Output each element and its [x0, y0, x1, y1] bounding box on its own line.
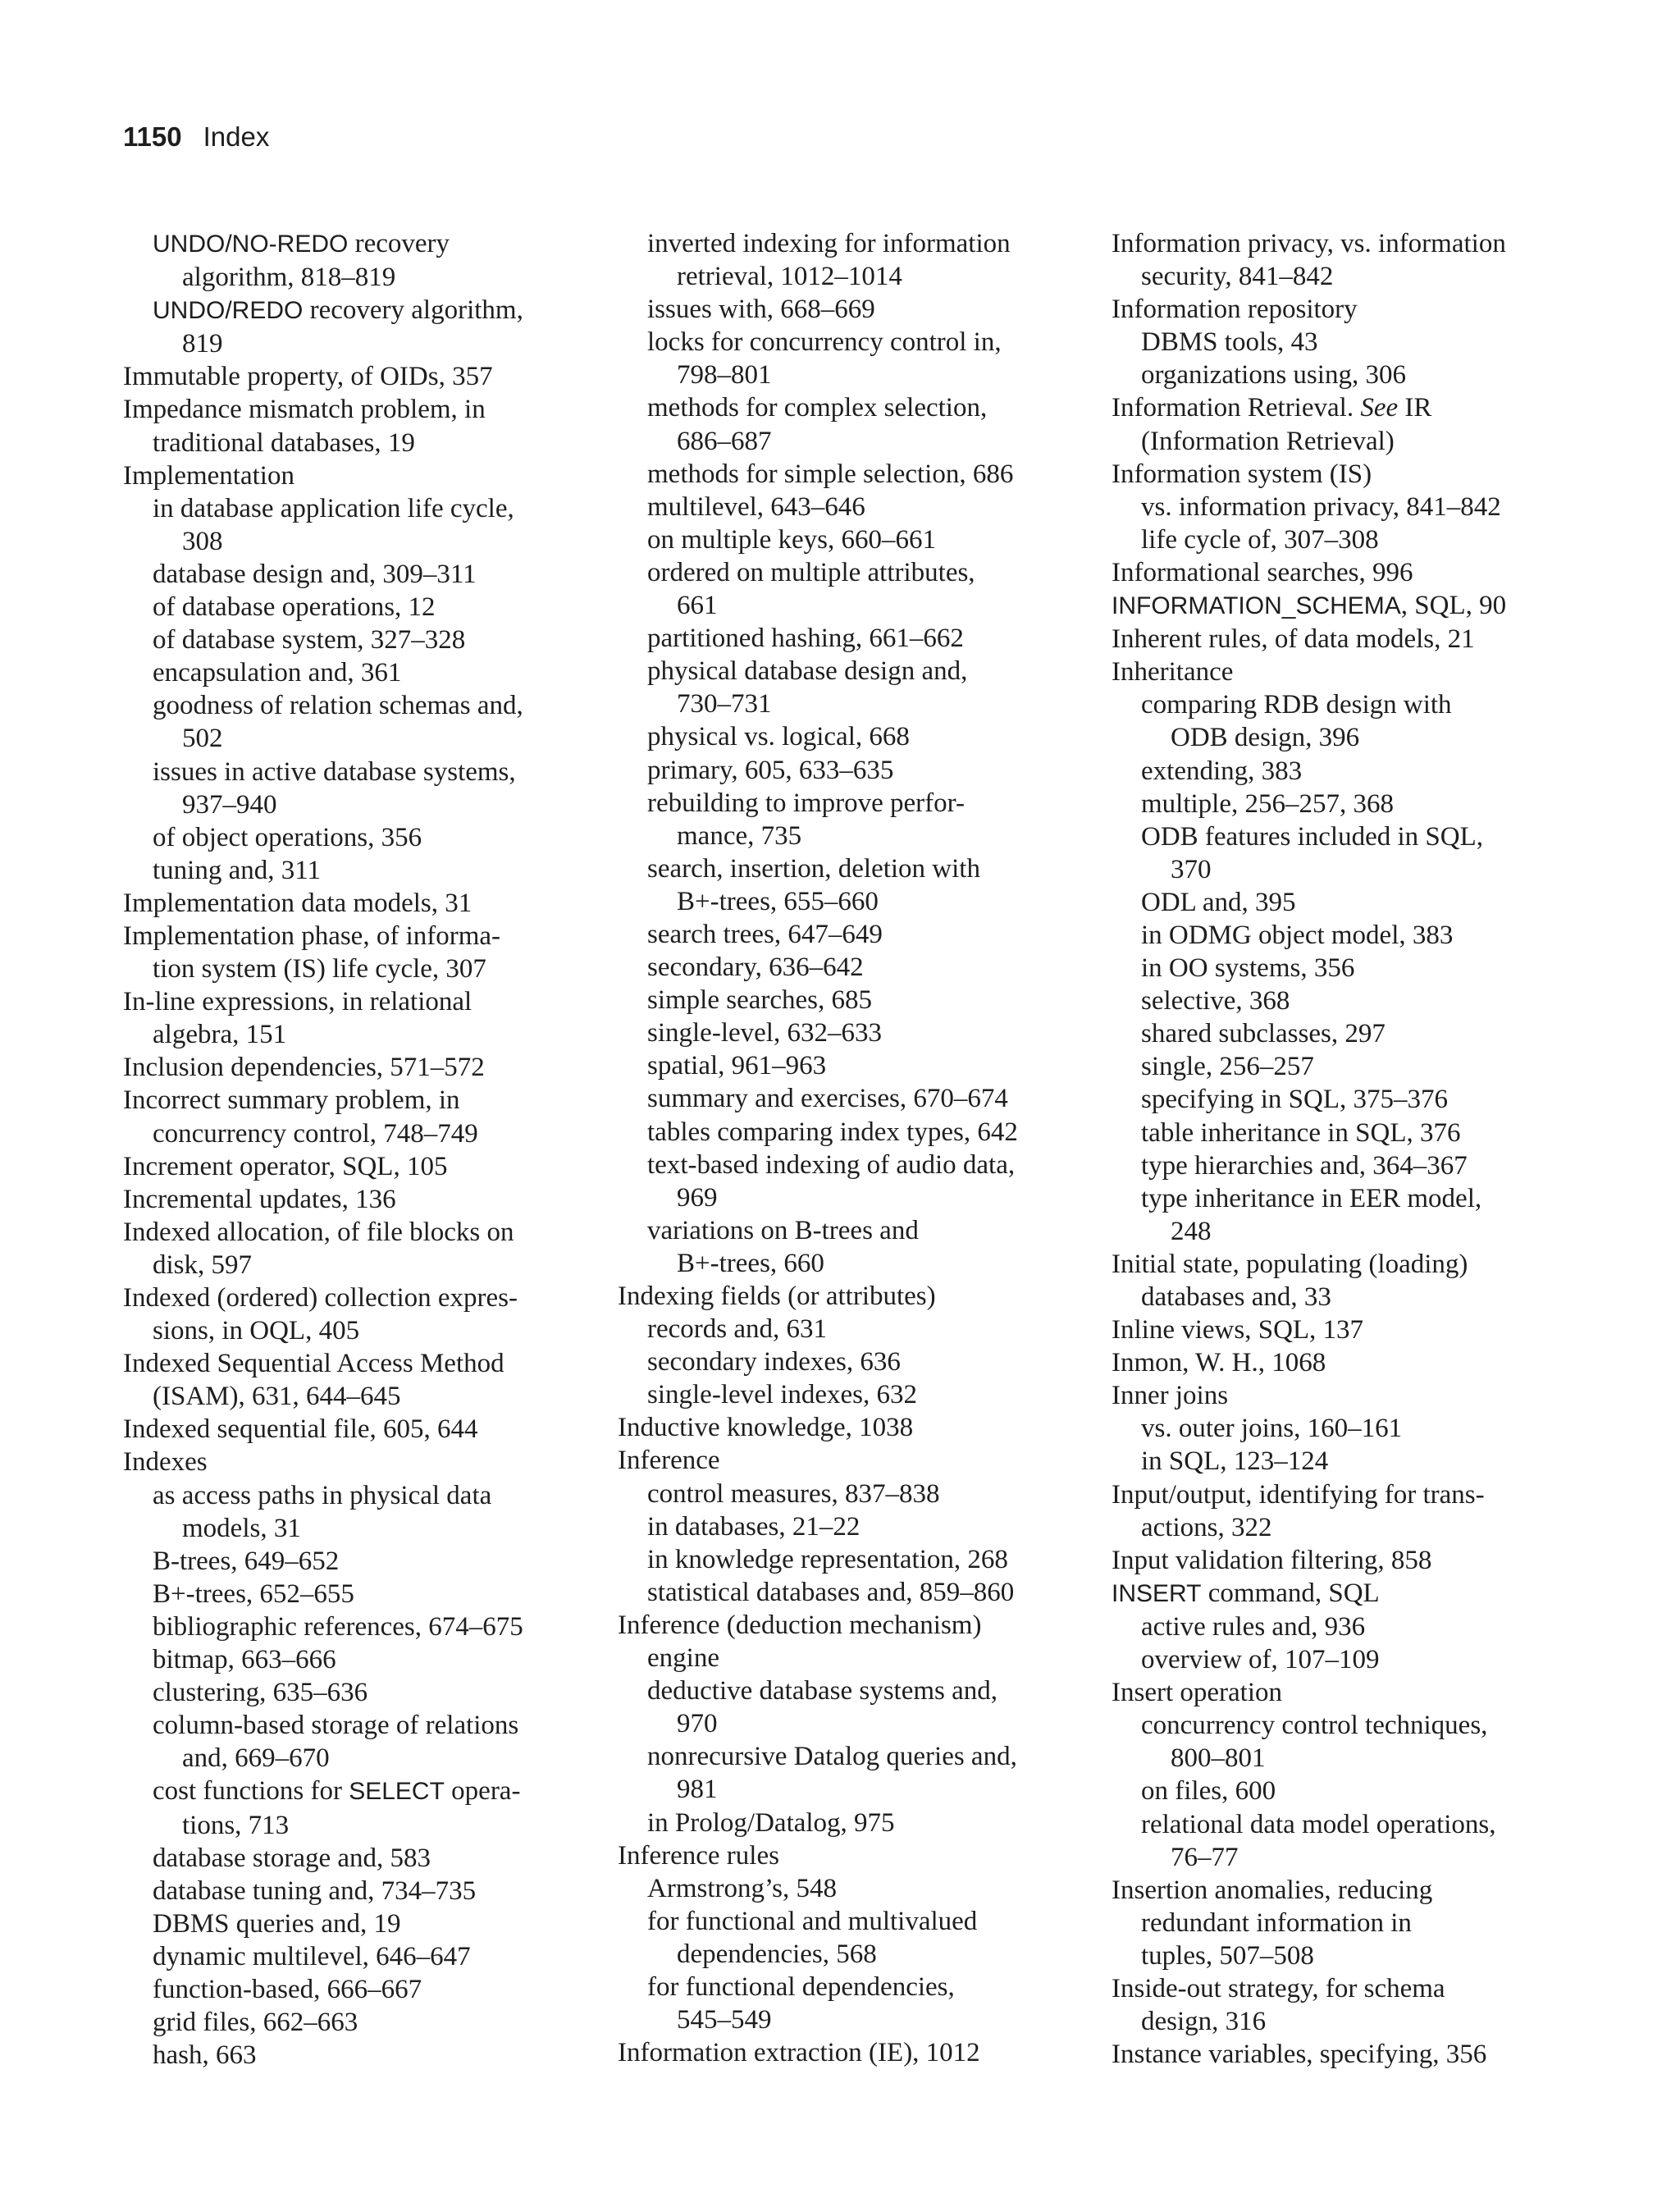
index-entry: Implementation data models, 31 [123, 888, 472, 918]
index-entry: Information privacy, vs. information security, 841–842 [1112, 229, 1506, 292]
index-subentry: rebuilding to improve perfor- mance, 735 [647, 788, 965, 851]
index-subentry: for functional dependencies, 545–549 [647, 1971, 955, 2035]
index-entry: Information system (IS) [1112, 459, 1372, 489]
index-subentry: organizations using, 306 [1141, 360, 1406, 391]
index-subentry: in Prolog/Datalog, 975 [647, 1807, 895, 1838]
index-entry: INSERT command, SQL [1112, 1578, 1380, 1608]
index-entry: Input validation filtering, 858 [1112, 1545, 1432, 1575]
index-subentry: spatial, 961–963 [647, 1051, 827, 1081]
index-subentry: search, insertion, deletion with B+-trees, 655–660 [647, 853, 980, 916]
index-entry: Input/output, identifying for trans- actions, 322 [1112, 1479, 1485, 1542]
index-subentry: ordered on multiple attributes, 661 [647, 557, 975, 621]
index-entry: Indexing fields (or attributes) [618, 1281, 936, 1311]
index-subentry: ODB features included in SQL, 370 [1141, 821, 1483, 884]
index-column-1 [123, 227, 632, 2072]
index-subentry: hash, 663 [153, 2040, 257, 2071]
index-entry: Insert operation [1112, 1678, 1283, 1708]
index-subentry: methods for complex selection, 686–687 [647, 393, 988, 456]
index-subentry: Armstrong’s, 548 [647, 1873, 837, 1903]
index-subentry: overview of, 107–109 [1141, 1645, 1380, 1675]
index-subentry: dynamic multilevel, 646–647 [153, 1941, 471, 1971]
index-subentry: search trees, 647–649 [647, 919, 883, 949]
index-subentry: active rules and, 936 [1141, 1611, 1366, 1642]
index-subentry: simple searches, 685 [647, 985, 873, 1016]
index-entry: Indexed sequential file, 605, 644 [123, 1414, 478, 1445]
index-subentry: selective, 368 [1141, 986, 1290, 1016]
index-subentry: physical database design and, 730–731 [647, 656, 968, 720]
index-subentry: clustering, 635–636 [153, 1678, 368, 1708]
index-subentry: on files, 600 [1141, 1776, 1276, 1807]
index-entry: Increment operator, SQL, 105 [123, 1151, 448, 1181]
index-subentry: nonrecursive Datalog queries and, 981 [647, 1742, 1017, 1805]
index-subentry: issues in active database systems, 937–940 [153, 756, 516, 820]
index-entry: Instance variables, specifying, 356 [1112, 2040, 1487, 2070]
index-subentry: tables comparing index types, 642 [647, 1117, 1018, 1147]
index-subentry: records and, 631 [647, 1314, 828, 1345]
index-entry: Inner joins [1112, 1381, 1229, 1411]
index-entry: Inference (deduction mechanism) engine [618, 1610, 982, 1674]
index-subentry: type inheritance in EER model, 248 [1141, 1183, 1482, 1246]
index-entry: Indexed (ordered) collection expres- sions, in OQL, 405 [123, 1283, 518, 1346]
index-subentry: extending, 383 [1141, 756, 1303, 786]
index-entry: Indexed allocation, of file blocks on disk, 597 [123, 1217, 514, 1280]
index-subentry: database tuning and, 734–735 [153, 1875, 477, 1906]
index-entry: Impedance mismatch problem, in traditional databases, 19 [123, 395, 486, 458]
index-entry: Indexed Sequential Access Method (ISAM), 631, 644–645 [123, 1349, 504, 1412]
index-subentry: multilevel, 643–646 [647, 491, 865, 522]
index-subentry: secondary indexes, 636 [647, 1347, 901, 1377]
index-entry: Incremental updates, 136 [123, 1184, 396, 1214]
index-subentry: UNDO/REDO recovery algorithm, 819 [153, 295, 523, 359]
index-subentry: of database operations, 12 [153, 592, 436, 623]
index-subentry: methods for simple selection, 686 [647, 459, 1014, 489]
index-subentry: single-level indexes, 632 [647, 1380, 918, 1410]
index-subentry: issues with, 668–669 [647, 295, 875, 325]
index-subentry: on multiple keys, 660–661 [647, 524, 936, 555]
index-entry: Information extraction (IE), 1012 [618, 2038, 980, 2068]
index-entry: Incorrect summary problem, in concurrency control, 748–749 [123, 1085, 478, 1149]
index-subentry: DBMS queries and, 19 [153, 1908, 401, 1939]
index-subentry: control measures, 837–838 [647, 1478, 940, 1509]
index-subentry: single-level, 632–633 [647, 1018, 882, 1048]
index-subentry: grid files, 662–663 [153, 2008, 358, 2038]
index-entry: Inheritance [1112, 657, 1234, 688]
index-column-3 [1112, 227, 1620, 2071]
index-subentry: text-based indexing of audio data, 969 [647, 1149, 1016, 1213]
index-entry: Immutable property, of OIDs, 357 [123, 362, 493, 392]
index-entry: Informational searches, 996 [1112, 557, 1413, 587]
index-subentry: database storage and, 583 [153, 1843, 431, 1873]
index-entry: Information repository [1112, 295, 1358, 325]
index-subentry: comparing RDB design with ODB design, 396 [1141, 690, 1452, 753]
index-subentry: as access paths in physical data models, 31 [153, 1480, 492, 1543]
index-subentry: function-based, 666–667 [153, 1974, 422, 2004]
index-subentry: shared subclasses, 297 [1141, 1019, 1386, 1049]
index-entry: Inference rules [618, 1840, 779, 1871]
index-subentry: partitioned hashing, 661–662 [647, 624, 964, 654]
index-subentry: cost functions for SELECT opera- tions, 713 [153, 1776, 521, 1840]
index-subentry: in SQL, 123–124 [1141, 1446, 1329, 1477]
index-subentry: goodness of relation schemas and, 502 [153, 691, 523, 754]
index-subentry: ODL and, 395 [1141, 887, 1296, 917]
index-subentry: secondary, 636–642 [647, 953, 864, 983]
index-entry: Initial state, populating (loading) databases and, 33 [1112, 1249, 1468, 1312]
index-subentry: in ODMG object model, 383 [1141, 920, 1454, 950]
index-entry: Inclusion dependencies, 571–572 [123, 1053, 485, 1083]
index-subentry: B-trees, 649–652 [153, 1546, 340, 1576]
index-subentry: variations on B-trees and B+-trees, 660 [647, 1215, 919, 1278]
index-subentry: type hierarchies and, 364–367 [1141, 1150, 1468, 1181]
index-subentry: inverted indexing for information retrieval, 1012–1014 [647, 229, 1011, 292]
index-entry: Information Retrieval. See IR (Information Retrieval) [1112, 393, 1432, 456]
index-entry: Inside-out strategy, for schema design, 316 [1112, 1973, 1445, 2037]
index-subentry: physical vs. logical, 668 [647, 722, 910, 752]
running-head [123, 119, 269, 155]
index-subentry: primary, 605, 633–635 [647, 755, 894, 785]
index-subentry: concurrency control techniques, 800–801 [1141, 1711, 1488, 1774]
index-subentry: database design and, 309–311 [153, 559, 477, 589]
index-entry: In-line expressions, in relational algebra, 151 [123, 987, 472, 1050]
index-subentry: encapsulation and, 361 [153, 658, 402, 688]
index-entry: Inmon, W. H., 1068 [1112, 1348, 1326, 1378]
index-subentry: vs. outer joins, 160–161 [1141, 1414, 1403, 1444]
section-title: Index [203, 121, 270, 152]
index-entry: INFORMATION_SCHEMA, SQL, 90 [1112, 591, 1507, 621]
index-subentry: in databases, 21–22 [647, 1511, 861, 1542]
index-subentry: for functional and multivalued dependencies, 568 [647, 1906, 978, 1969]
index-entry: Insertion anomalies, reducing redundant information in tuples, 507–508 [1112, 1875, 1433, 1971]
index-subentry: multiple, 256–257, 368 [1141, 788, 1394, 819]
index-entry: Indexes [123, 1447, 208, 1478]
index-subentry: column-based storage of relations and, 669–670 [153, 1711, 519, 1774]
index-subentry: summary and exercises, 670–674 [647, 1084, 1008, 1114]
index-subentry: vs. information privacy, 841–842 [1141, 491, 1501, 522]
index-column-2 [618, 227, 1126, 2069]
index-subentry: of object operations, 356 [153, 822, 422, 852]
index-subentry: single, 256–257 [1141, 1052, 1314, 1082]
index-subentry: statistical databases and, 859–860 [647, 1577, 1015, 1607]
index-subentry: locks for concurrency control in, 798–801 [647, 327, 1002, 391]
index-subentry: relational data model operations, 76–77 [1141, 1809, 1496, 1872]
index-subentry: deductive database systems and, 970 [647, 1676, 998, 1739]
index-subentry: of database system, 327–328 [153, 625, 466, 656]
index-subentry: in OO systems, 356 [1141, 953, 1355, 984]
index-entry: Implementation phase, of informa- tion system (IS) life cycle, 307 [123, 921, 501, 985]
index-entry: Inline views, SQL, 137 [1112, 1315, 1364, 1345]
index-subentry: bibliographic references, 674–675 [153, 1611, 523, 1642]
index-subentry: bitmap, 663–666 [153, 1645, 336, 1675]
index-entry: Implementation [123, 460, 294, 491]
index-subentry: B+-trees, 652–655 [153, 1578, 354, 1609]
index-entry: Inference [618, 1446, 720, 1476]
index-entry: Inductive knowledge, 1038 [618, 1413, 914, 1443]
index-subentry: table inheritance in SQL, 376 [1141, 1117, 1461, 1148]
page-number: 1150 [123, 121, 182, 152]
index-subentry: DBMS tools, 43 [1141, 327, 1318, 358]
index-subentry: specifying in SQL, 375–376 [1141, 1085, 1448, 1115]
index-subentry: tuning and, 311 [153, 855, 322, 885]
index-subentry: UNDO/NO-REDO recovery algorithm, 818–819 [153, 229, 450, 293]
index-subentry: in database application life cycle, 308 [153, 493, 514, 556]
index-entry: Inherent rules, of data models, 21 [1112, 624, 1475, 655]
index-subentry: life cycle of, 307–308 [1141, 524, 1379, 555]
index-subentry: in knowledge representation, 268 [647, 1544, 1008, 1574]
